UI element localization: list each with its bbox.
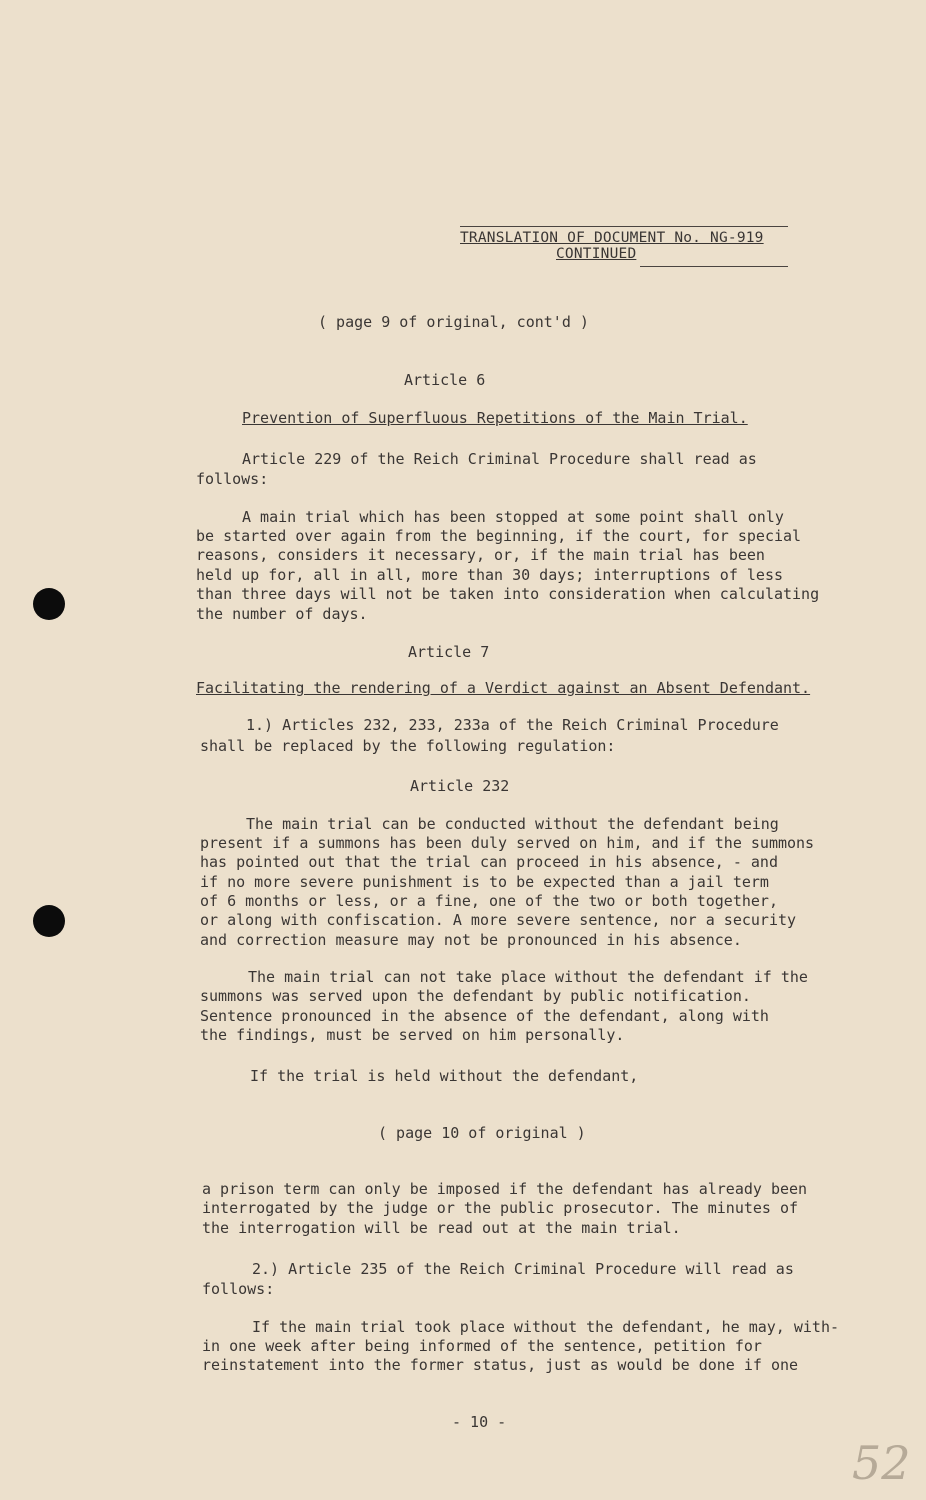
article-7-heading: Article 7 xyxy=(408,643,490,661)
article-232-para-1-line-5: of 6 months or less, or a fine, one of the two or both together, xyxy=(200,892,778,910)
article-232-para-2-line-4: the findings, must be served on him personally. xyxy=(200,1026,625,1044)
article-6-text-line-3: reasons, considers it necessary, or, if the main trial has been xyxy=(196,546,765,564)
header-top-rule xyxy=(460,226,788,227)
article-232-para-2-line-2: summons was served upon the defendant by public notification. xyxy=(200,987,751,1005)
article-232-para-2-line-3: Sentence pronounced in the absence of the defendant, along with xyxy=(200,1007,769,1025)
article-6-text-line-1: A main trial which has been stopped at some point shall only xyxy=(242,508,784,526)
article-232-para-2-line-1: The main trial can not take place without the defendant if the xyxy=(248,968,808,986)
continuation-line-3: the interrogation will be read out at the main trial. xyxy=(202,1219,681,1237)
article-6-text-line-6: the number of days. xyxy=(196,605,368,623)
continuation-line-1: a prison term can only be imposed if the defendant has already been xyxy=(202,1180,808,1198)
item-2-line-1: 2.) Article 235 of the Reich Criminal Procedure will read as xyxy=(252,1260,794,1278)
document-header xyxy=(460,226,788,262)
header-bottom-rule xyxy=(640,266,788,267)
item-2-line-2: follows: xyxy=(202,1280,275,1298)
article-6-text-line-2: be started over again from the beginning, if the court, for special xyxy=(196,527,802,545)
page-9-note: ( page 9 of original, cont'd ) xyxy=(318,313,589,331)
article-232-heading: Article 232 xyxy=(410,777,510,795)
final-para-line-2: in one week after being informed of the sentence, petition for xyxy=(202,1337,762,1355)
article-232-para-3: If the trial is held without the defendant, xyxy=(250,1067,639,1085)
final-para-line-3: reinstatement into the former status, just as would be done if one xyxy=(202,1356,799,1374)
article-6-text-line-4: held up for, all in all, more than 30 days; interruptions of less xyxy=(196,566,783,584)
article-6-intro-line-1: Article 229 of the Reich Criminal Procedure shall read as xyxy=(242,450,757,468)
final-para-line-1: If the main trial took place without the defendant, he may, with- xyxy=(252,1318,839,1336)
article-7-intro-line-1: 1.) Articles 232, 233, 233a of the Reich Criminal Procedure xyxy=(246,716,779,734)
header-title: TRANSLATION OF DOCUMENT No. NG-919 xyxy=(460,230,764,246)
article-232-para-1-line-7: and correction measure may not be pronounced in his absence. xyxy=(200,931,742,949)
article-6-title: Prevention of Superfluous Repetitions of the Main Trial. xyxy=(242,409,748,427)
punch-hole-lower xyxy=(33,905,65,937)
article-6-heading: Article 6 xyxy=(404,371,486,389)
article-232-para-1-line-2: present if a summons has been duly served on him, and if the summons xyxy=(200,834,815,852)
article-232-para-1-line-4: if no more severe punishment is to be expected than a jail term xyxy=(200,873,769,891)
page-10-note: ( page 10 of original ) xyxy=(378,1124,586,1142)
punch-hole-upper xyxy=(33,588,65,620)
page-number: - 10 - xyxy=(452,1413,507,1431)
article-232-para-1-line-1: The main trial can be conducted without the defendant being xyxy=(246,815,779,833)
article-6-intro-line-2: follows: xyxy=(196,470,269,488)
article-7-intro-line-2: shall be replaced by the following regulation: xyxy=(200,737,616,755)
header-continued: CONTINUED xyxy=(556,246,637,262)
article-6-text-line-5: than three days will not be taken into consideration when calculating xyxy=(196,585,820,603)
article-232-para-1-line-3: has pointed out that the trial can proceed in his absence, - and xyxy=(200,853,778,871)
handwritten-page-number: 52 xyxy=(852,1436,911,1490)
article-7-title: Facilitating the rendering of a Verdict against an Absent Defendant. xyxy=(196,679,811,697)
continuation-line-2: interrogated by the judge or the public prosecutor. The minutes of xyxy=(202,1199,799,1217)
article-232-para-1-line-6: or along with confiscation. A more severe sentence, nor a security xyxy=(200,911,797,929)
